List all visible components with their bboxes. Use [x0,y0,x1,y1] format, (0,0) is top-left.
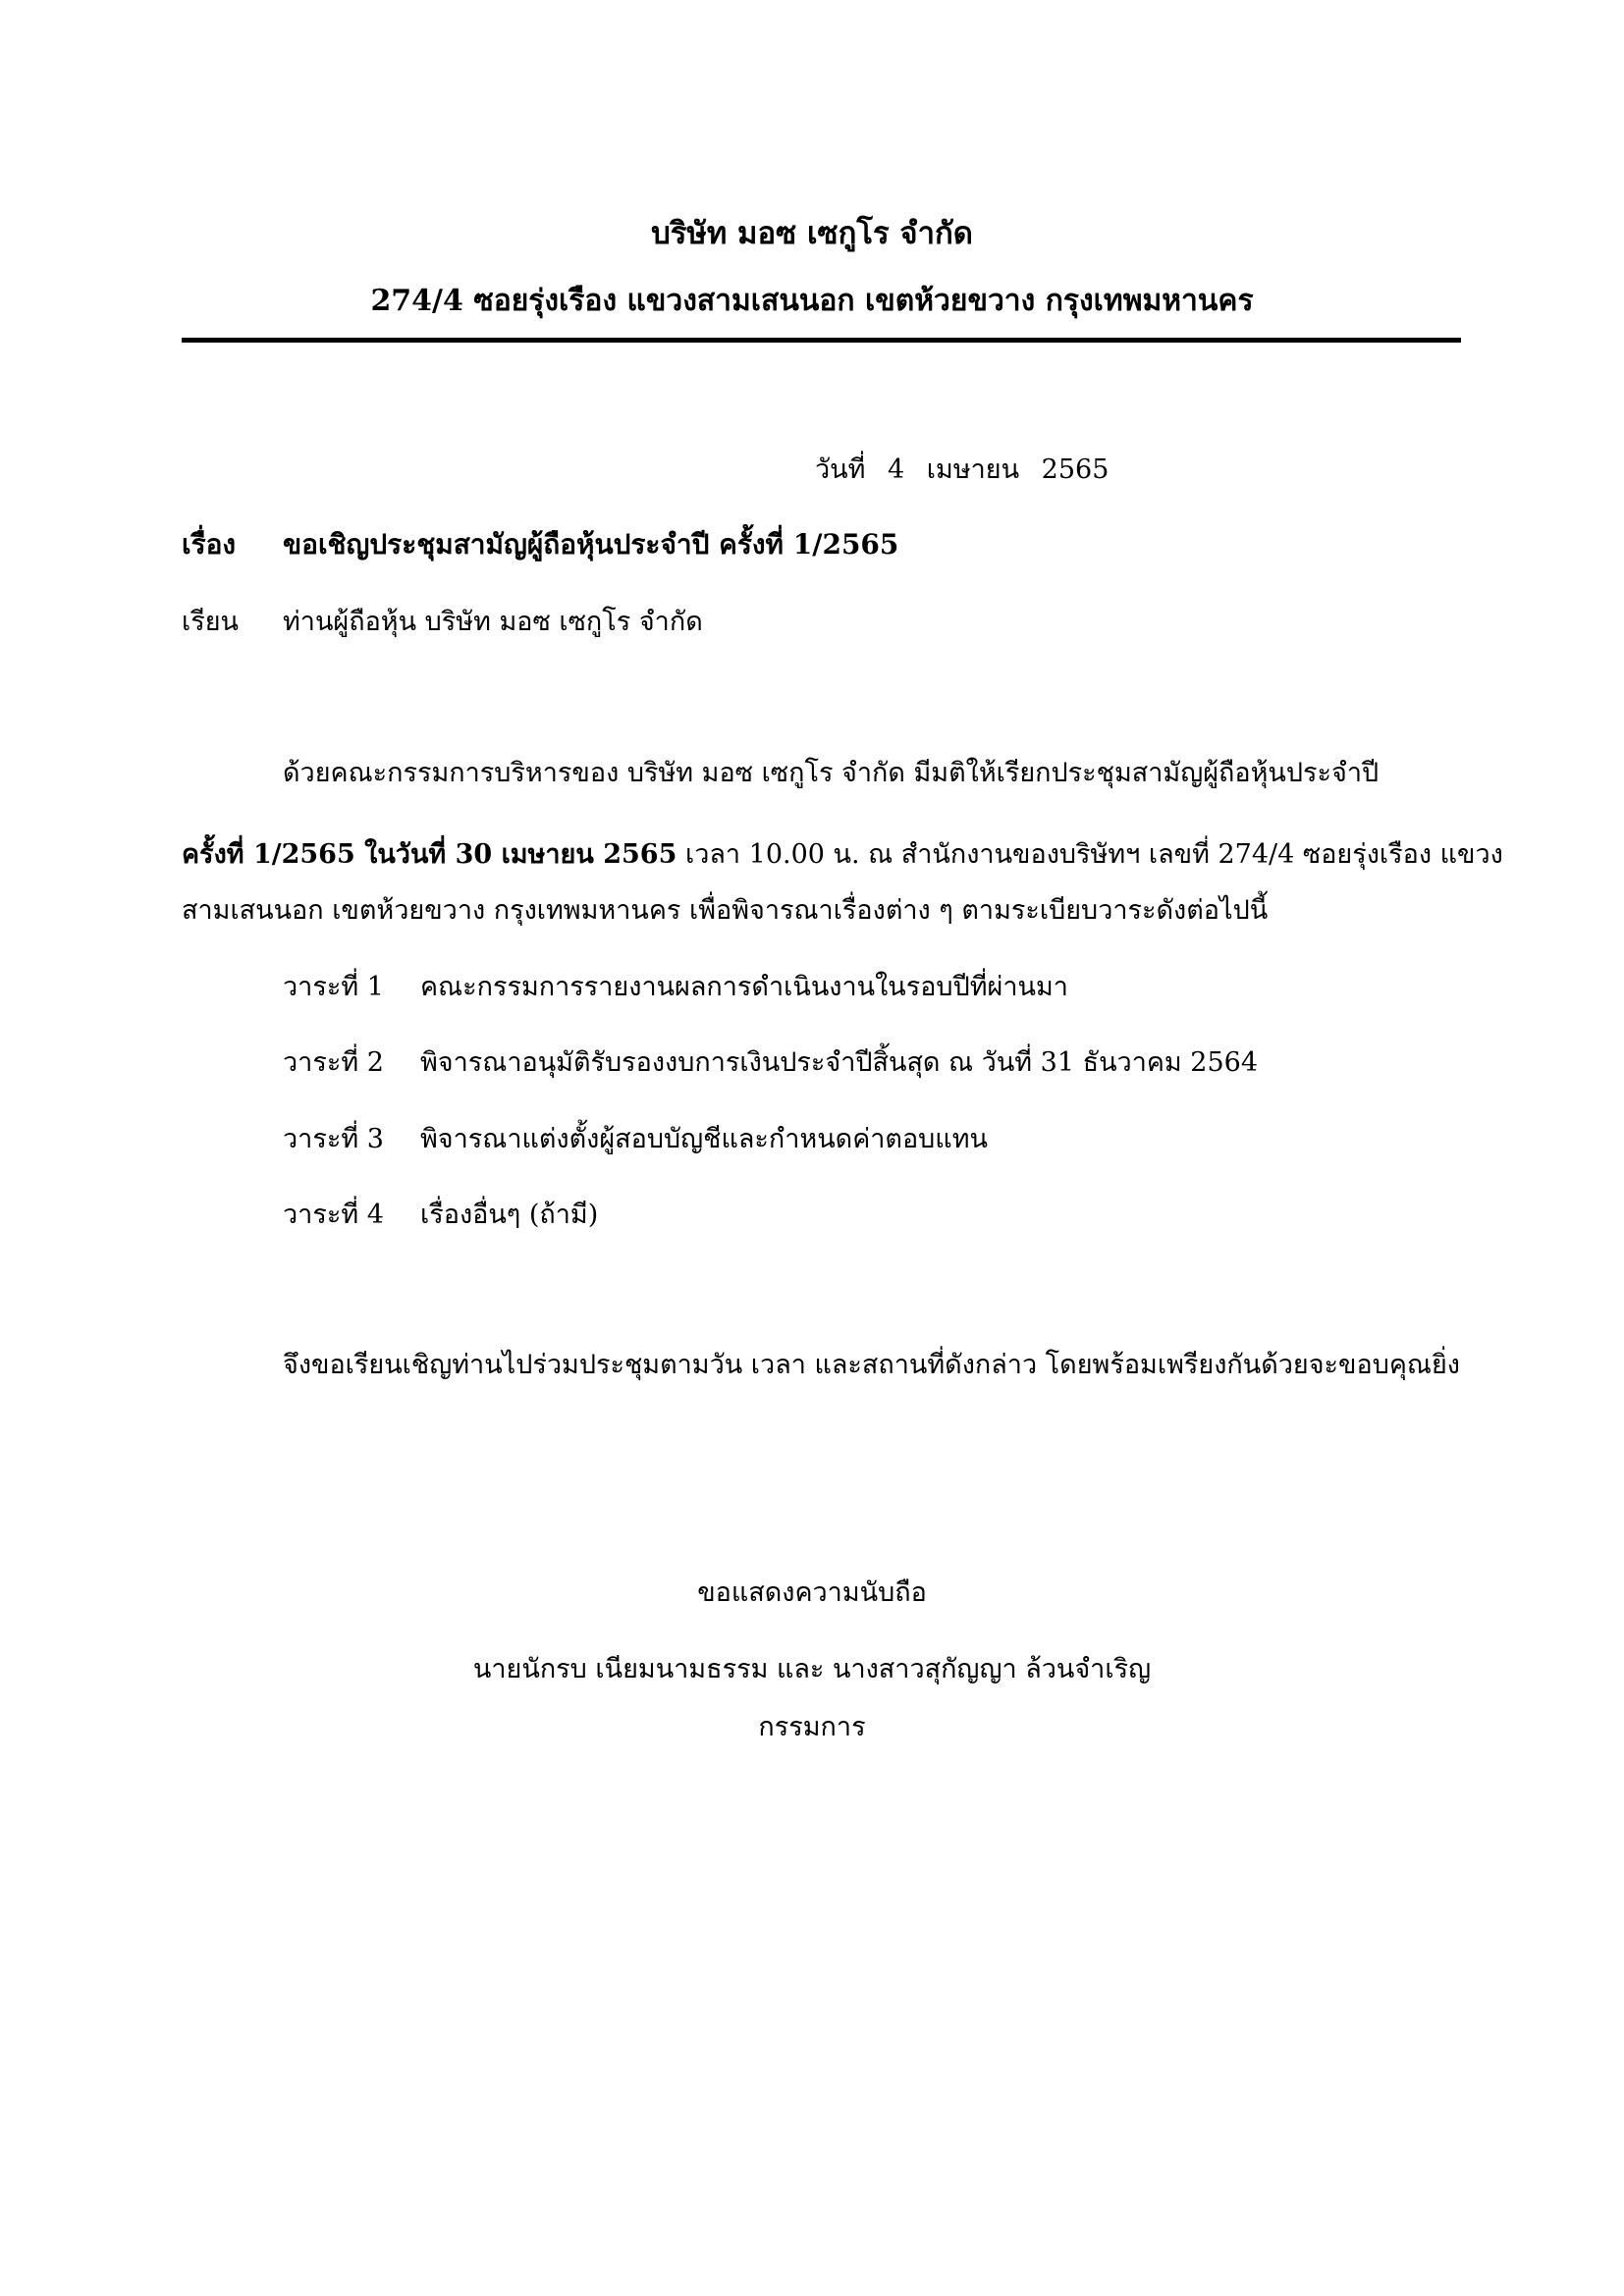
body-line-1: ด้วยคณะกรรมการบริหารของ บริษัท มอซ เซกูโร จำกัด มีมติให้เรียกประชุมสามัญผู้ถือหุ้นประจำปี [283,758,1380,788]
company-name: บริษัท มอซ เซกูโร จำกัด [651,216,973,251]
date-day: 4 [888,454,905,485]
agenda-item [283,1193,598,1235]
agenda-number: วาระที่ 3 [283,1124,384,1154]
recipient-text: ท่านผู้ถือหุ้น บริษัท มอซ เซกูโร จำกัด [283,607,703,637]
agenda-text: คณะกรรมการรายงานผลการดำเนินงานในรอบปีที่ผ่านมา [420,972,1068,1002]
body-line-2 [182,832,1503,875]
date-year: 2565 [1041,454,1110,485]
body-line-3: สามเสนนอก เขตห้วยขวาง กรุงเทพมหานคร เพื่อพิจารณาเรื่องต่าง ๆ ตามระเบียบวาระดังต่อไปนี้ [182,895,1269,926]
header-divider [182,338,1461,343]
date-label: วันที่ [815,454,866,485]
subject-text: ขอเชิญประชุมสามัญผู้ถือหุ้นประจำปี ครั้งที่ 1/2565 [283,528,899,561]
signatory-names: นายนักรบ เนียมนามธรรม และ นางสาวสุกัญญา ล้วนจำเริญ [472,1654,1152,1684]
agenda-text: เรื่องอื่นๆ (ถ้ามี) [420,1200,599,1230]
meeting-date-bold: ครั้งที่ 1/2565 ในวันที่ 30 เมษายน 2565 [182,839,677,870]
agenda-number: วาระที่ 2 [283,1047,384,1078]
closing-regards: ขอแสดงความนับถือ [697,1577,927,1608]
agenda-item [283,965,1068,1007]
company-address: 274/4 ซอยรุ่งเรือง แขวงสามเสนนอก เขตห้วยขวาง กรุงเทพมหานคร [370,284,1254,318]
subject-label: เรื่อง [182,528,237,561]
agenda-text: พิจารณาอนุมัติรับรองงบการเงินประจำปีสิ้นสุด ณ วันที่ 31 ธันวาคม 2564 [420,1047,1259,1078]
recipient-label: เรียน [182,607,240,637]
closing-paragraph: จึงขอเรียนเชิญท่านไปร่วมประชุมตามวัน เวลา และสถานที่ดังกล่าว โดยพร้อมเพรียงกันด้วยจะขอบคุณยิ่ง [283,1350,1460,1380]
meeting-time-place: เวลา 10.00 น. ณ สำนักงานของบริษัทฯ เลขที่ 274/4 ซอยรุ่งเรือง แขวง [677,839,1503,870]
agenda-item [283,1041,1258,1083]
agenda-item [283,1117,988,1159]
signatory-title: กรรมการ [758,1712,866,1742]
date-month: เมษายน [926,454,1020,485]
agenda-number: วาระที่ 1 [283,972,384,1002]
agenda-number: วาระที่ 4 [283,1200,384,1230]
letter-date [815,448,1122,490]
agenda-text: พิจารณาแต่งตั้งผู้สอบบัญชีและกำหนดค่าตอบแทน [420,1124,988,1154]
